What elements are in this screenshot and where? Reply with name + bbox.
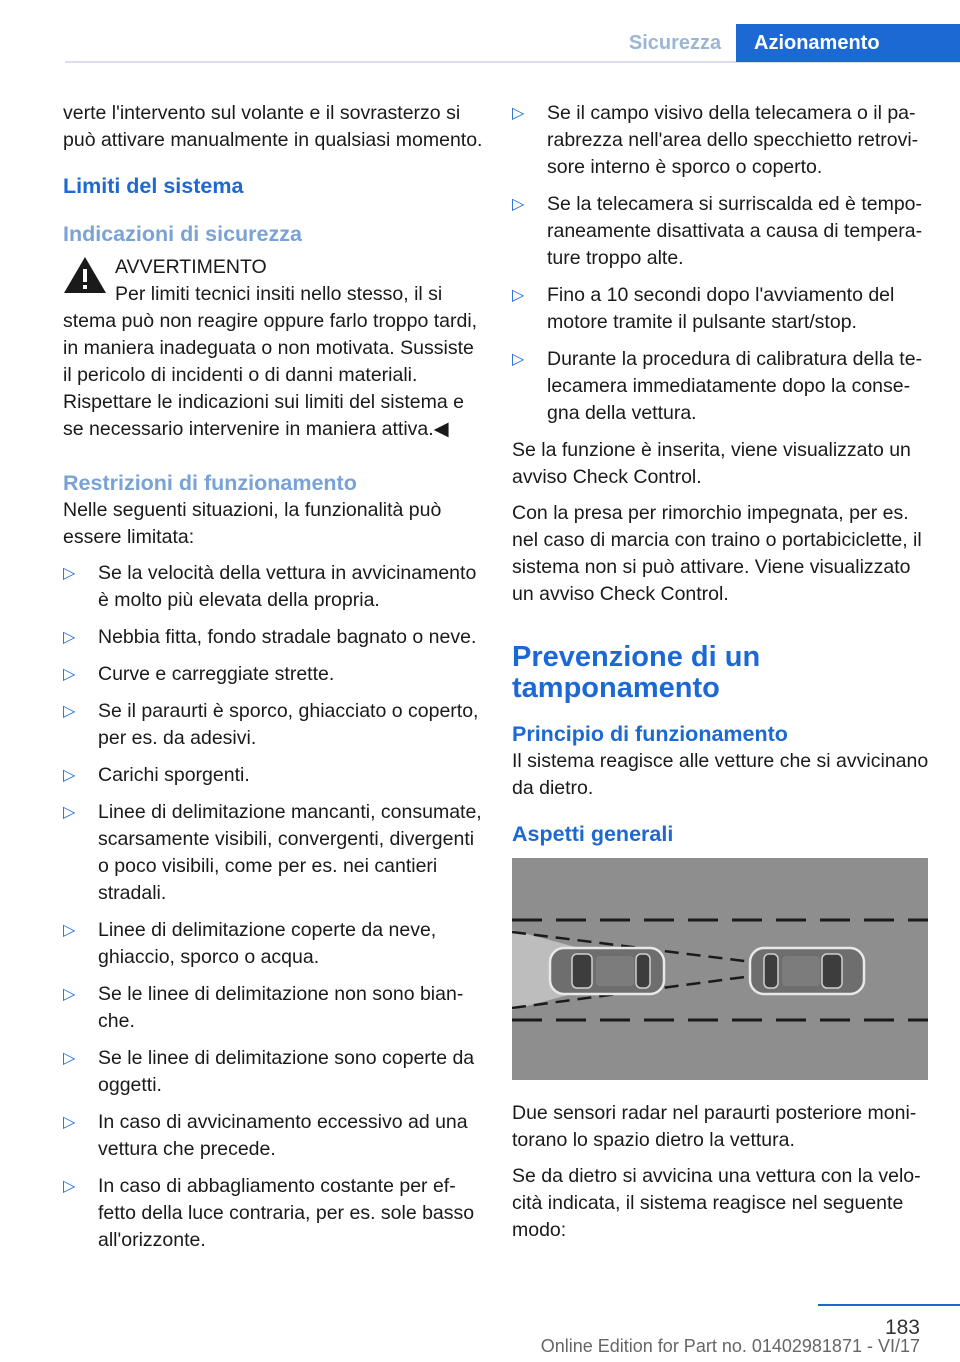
list-item: ▷ In caso di avvicinamento eccessivo ad una vettura che precede. bbox=[63, 1111, 468, 1160]
bullet-triangle-icon: ▷ bbox=[63, 1178, 76, 1195]
reaction-paragraph: Se da dietro si avvicina una vettura con la velocità indicata, il sistema reagisce nel seguente modo: bbox=[512, 1165, 921, 1241]
own-car-icon bbox=[750, 948, 864, 994]
bullet-triangle-icon: ▷ bbox=[63, 1050, 76, 1067]
list-item: ▷ Carichi sporgenti. bbox=[63, 762, 483, 789]
bullet-triangle-icon: ▷ bbox=[63, 986, 76, 1003]
warning-block bbox=[63, 254, 483, 443]
restrictions-intro: Nelle seguenti situazioni, la funzionalità può essere limitata: bbox=[63, 499, 442, 548]
list-item: ▷ Fino a 10 secondi dopo l'avviamento del motore tramite il pulsante start/stop. bbox=[512, 284, 895, 333]
bullet-triangle-icon: ▷ bbox=[63, 565, 76, 582]
heading-principio: Principio di funzionamento bbox=[512, 722, 788, 746]
heading-prevenzione: Prevenzione di un tamponamento bbox=[512, 641, 761, 704]
heading-indicazioni: Indicazioni di sicurezza bbox=[63, 222, 302, 246]
warning-title: AVVERTIMENTO bbox=[115, 256, 267, 278]
bullet-triangle-icon: ▷ bbox=[512, 196, 525, 213]
bullet-triangle-icon: ▷ bbox=[63, 767, 76, 784]
header-tab-azionamento[interactable]: Azionamento bbox=[736, 24, 960, 62]
list-item: ▷ Se la velocità della vettura in avvicinamento è molto più elevata della propria. bbox=[63, 562, 477, 611]
bullet-triangle-icon: ▷ bbox=[63, 1114, 76, 1131]
list-item: ▷ Se la telecamera si surriscalda ed è temporaneamente disattivata a causa di temperature troppo alte. bbox=[512, 193, 923, 269]
bullet-triangle-icon: ▷ bbox=[63, 666, 76, 683]
rear-collision-illustration bbox=[512, 858, 928, 1080]
principle-paragraph: Il sistema reagisce alle vetture che si avvicinano da dietro. bbox=[512, 750, 929, 799]
list-item: ▷ Linee di delimitazione mancanti, consumate, scarsamente visibili, convergenti, divergenti o poco visibili, come per es. nei cantieri stradali. bbox=[63, 801, 482, 904]
bullet-triangle-icon: ▷ bbox=[512, 287, 525, 304]
bullet-triangle-icon: ▷ bbox=[63, 703, 76, 720]
warning-line-1: Per limiti tecnici insiti nello stesso, il si bbox=[115, 283, 443, 305]
bullet-triangle-icon: ▷ bbox=[63, 922, 76, 939]
list-item: ▷ Se le linee di delimitazione non sono bianche. bbox=[63, 983, 464, 1032]
bullet-triangle-icon: ▷ bbox=[63, 629, 76, 646]
list-item: ▷ Se il campo visivo della telecamera o il parabrezza nell'area dello specchietto retrovisore interno è sporco o coperto. bbox=[512, 102, 919, 178]
warning-triangle-icon bbox=[63, 256, 107, 294]
list-item: ▷ Nebbia fitta, fondo stradale bagnato o neve. bbox=[63, 624, 483, 651]
list-item: ▷ In caso di abbagliamento costante per effetto della luce contraria, per es. sole basso all'orizzonte. bbox=[63, 1175, 475, 1251]
header-tab-sicurezza[interactable]: Sicurezza bbox=[628, 32, 722, 54]
list-item: ▷ Durante la procedura di calibratura della telecamera immediatamente dopo la consegna della vettura. bbox=[512, 348, 923, 424]
footer-rule bbox=[818, 1304, 960, 1306]
bullet-triangle-icon: ▷ bbox=[63, 804, 76, 821]
heading-aspetti: Aspetti generali bbox=[512, 822, 674, 846]
heading-restrizioni: Restrizioni di funzionamento bbox=[63, 471, 357, 495]
list-item: ▷ Linee di delimitazione coperte da neve, ghiaccio, sporco o acqua. bbox=[63, 919, 437, 968]
check-control-paragraph: Se la funzione è inserita, viene visualizzato un avviso Check Control. bbox=[512, 439, 911, 488]
list-item: ▷ Se le linee di delimitazione sono coperte da oggetti. bbox=[63, 1047, 475, 1096]
bullet-triangle-icon: ▷ bbox=[512, 351, 525, 368]
warning-text: stema può non reagire oppure farlo troppo tardi, in maniera inadeguata o non motivata. Sussiste il pericolo di incidenti o di danni materiali. Rispettare le indicazioni sui limiti del sistema e se necessario intervenire in maniera attiva.◀ bbox=[63, 310, 478, 440]
left-column bbox=[63, 100, 483, 1264]
bullet-triangle-icon: ▷ bbox=[512, 105, 525, 122]
right-column bbox=[512, 100, 930, 1253]
heading-limiti: Limiti del sistema bbox=[63, 174, 244, 198]
car-behind-icon bbox=[550, 948, 664, 994]
intro-paragraph: verte l'intervento sul volante e il sovrasterzo si può attivare manualmente in qualsiasi momento. bbox=[63, 102, 483, 151]
trailer-paragraph: Con la presa per rimorchio impegnata, per es. nel caso di marcia con traino o portabiciclette, il sistema non si può attivare. Viene visualizzato un avviso Check Control. bbox=[512, 502, 922, 605]
restrictions-list-continued bbox=[512, 100, 930, 427]
list-item: ▷ Curve e carreggiate strette. bbox=[63, 661, 483, 688]
radar-paragraph: Due sensori radar nel paraurti posteriore monitorano lo spazio dietro la vettura. bbox=[512, 1102, 917, 1151]
list-item: ▷ Se il paraurti è sporco, ghiacciato o coperto, per es. da adesivi. bbox=[63, 700, 479, 749]
page-number: 183 bbox=[884, 1316, 920, 1339]
edition-note: Online Edition for Part no. 01402981871 - VI/17 bbox=[540, 1336, 920, 1356]
restrictions-list bbox=[63, 560, 483, 1254]
